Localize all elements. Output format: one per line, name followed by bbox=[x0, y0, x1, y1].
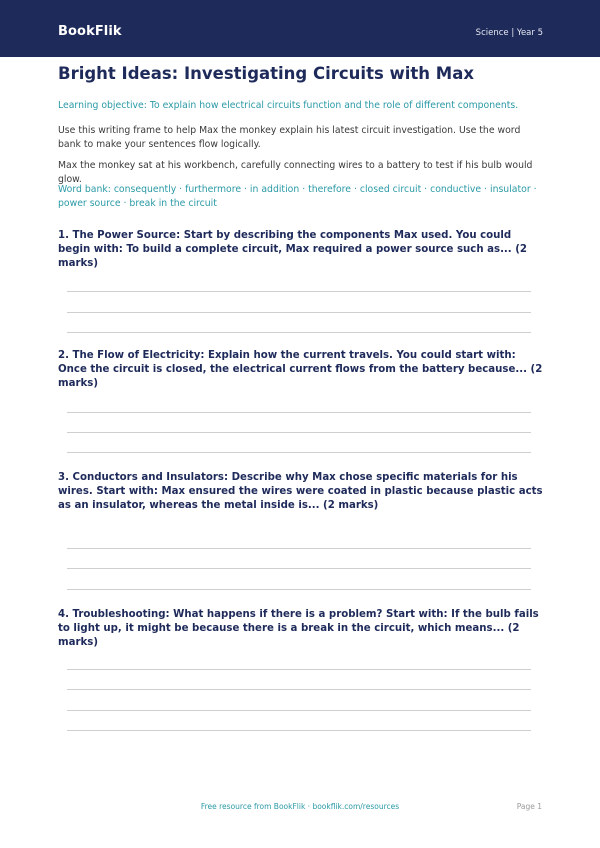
question-2: 2. The Flow of Electricity: Explain how the current travels. You could start with: Once the circuit is closed, the electrical current flows from the battery because... (2 marks) bbox=[58, 350, 543, 390]
answer-line[interactable] bbox=[67, 548, 531, 549]
answer-line[interactable] bbox=[67, 432, 531, 433]
answer-line[interactable] bbox=[67, 412, 531, 413]
page-number: Page 1 bbox=[516, 802, 542, 811]
word-bank: Word bank: consequently · furthermore · in addition · therefore · closed circuit · conductive · insulator · power source · break in the circuit bbox=[58, 184, 537, 209]
question-3: 3. Conductors and Insulators: Describe why Max chose specific materials for his wires. Start with: Max ensured the wires were coated in plastic because plastic acts as an insulator, whereas the metal inside is... (2 marks) bbox=[58, 472, 543, 512]
answer-line[interactable] bbox=[67, 568, 531, 569]
answer-line[interactable] bbox=[67, 689, 531, 690]
answer-line[interactable] bbox=[67, 710, 531, 711]
answer-line[interactable] bbox=[67, 291, 531, 292]
header-bar bbox=[0, 0, 600, 57]
subject-year-label: Science | Year 5 bbox=[475, 28, 543, 38]
answer-line[interactable] bbox=[67, 589, 531, 590]
page-title: Bright Ideas: Investigating Circuits with Max bbox=[58, 64, 474, 83]
answer-line[interactable] bbox=[67, 730, 531, 731]
answer-line[interactable] bbox=[67, 332, 531, 333]
brand-logo-text: BookFlik bbox=[58, 24, 122, 39]
intro-paragraph: Use this writing frame to help Max the monkey explain his latest circuit investigation. Use the word bank to make your sentences flow logically. bbox=[58, 125, 521, 150]
footer-text: Free resource from BookFlik · bookflik.com/resources bbox=[200, 802, 400, 811]
story-paragraph: Max the monkey sat at his workbench, carefully connecting wires to a battery to test if his bulb would glow. bbox=[58, 160, 533, 185]
answer-line[interactable] bbox=[67, 669, 531, 670]
answer-line[interactable] bbox=[67, 452, 531, 453]
question-4: 4. Troubleshooting: What happens if there is a problem? Start with: If the bulb fails to light up, it might be because there is a break in the circuit, which means... (2 marks) bbox=[58, 609, 539, 649]
question-1: 1. The Power Source: Start by describing the components Max used. You could begin with: To build a complete circuit, Max required a power source such as... (2 marks) bbox=[58, 230, 527, 270]
learning-objective: Learning objective: To explain how electrical circuits function and the role of different components. bbox=[58, 100, 519, 111]
answer-line[interactable] bbox=[67, 312, 531, 313]
